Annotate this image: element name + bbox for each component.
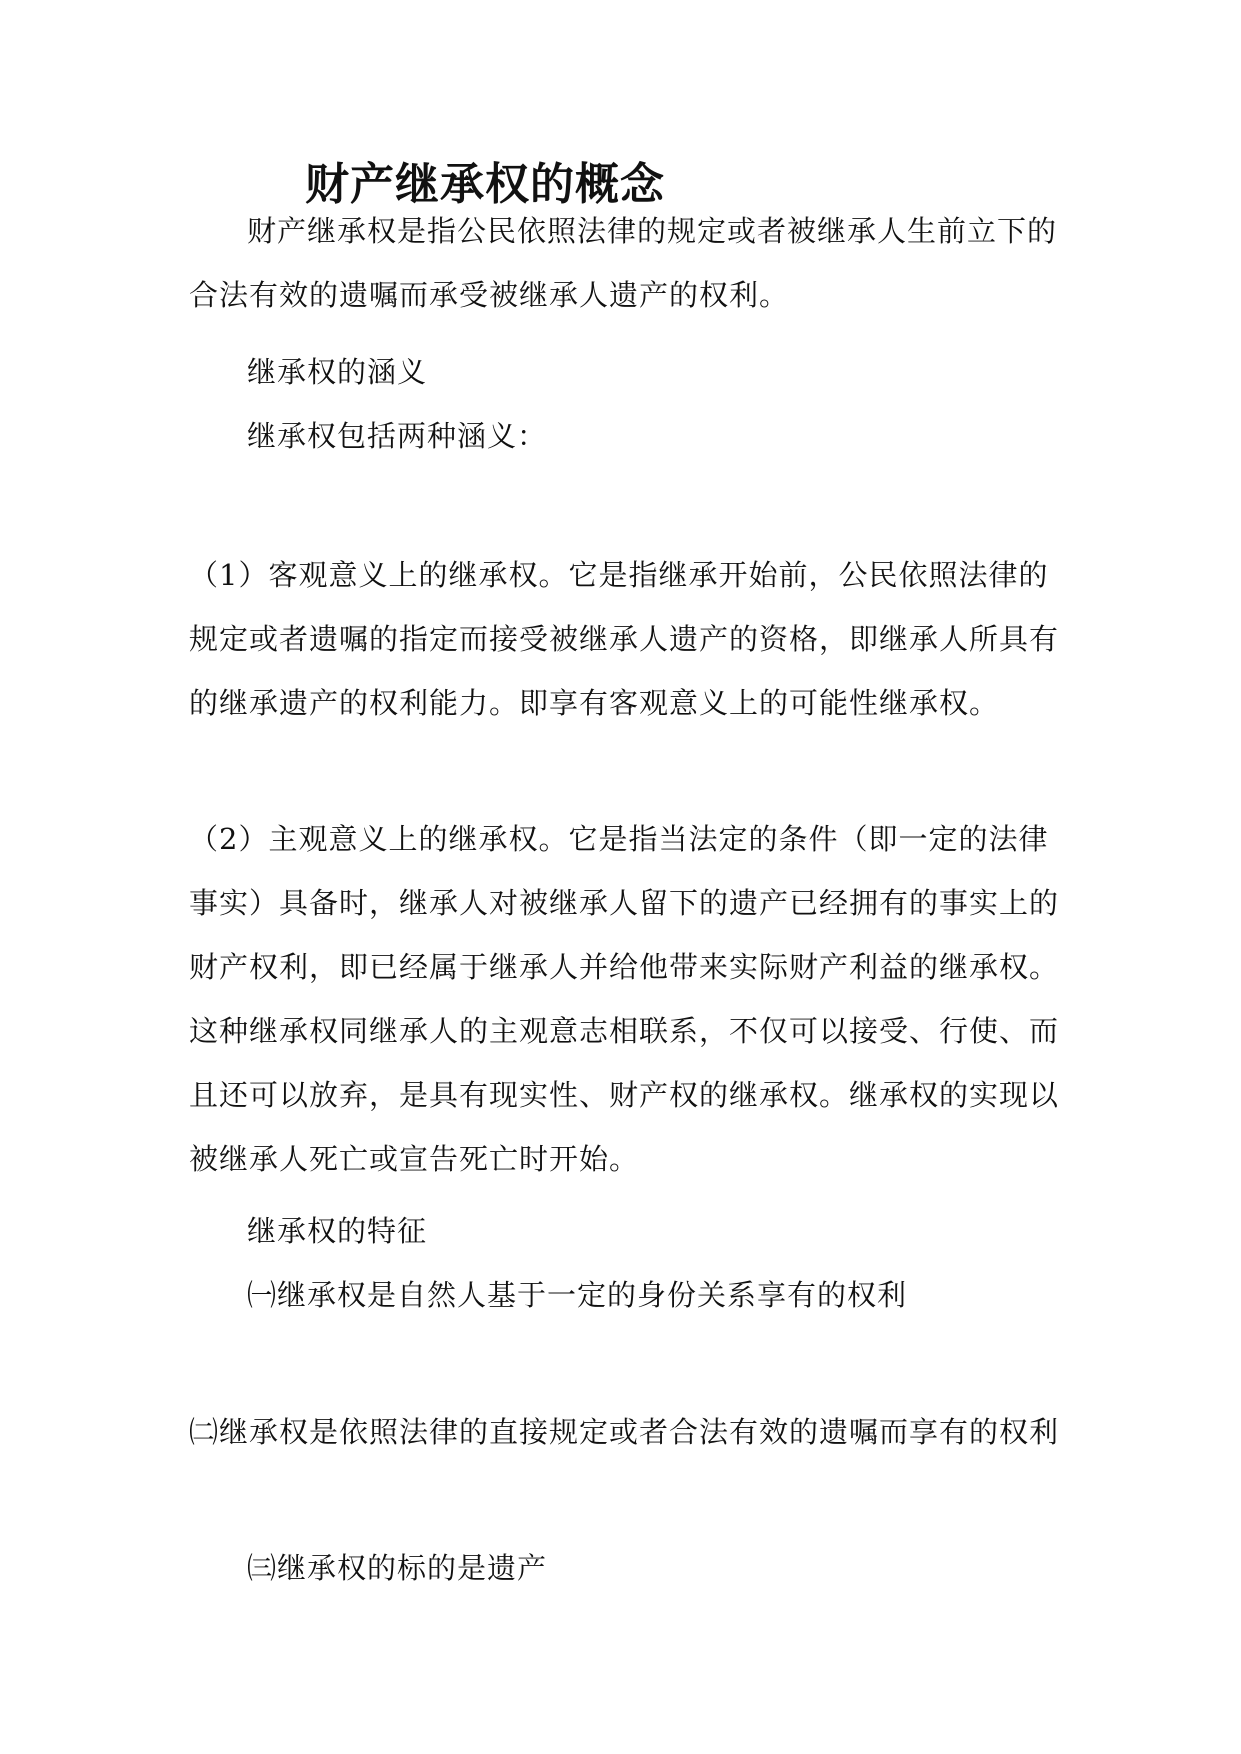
feature-item-3: ㈢继承权的标的是遗产 [247,1551,548,1585]
meaning-heading: 继承权的涵义 [247,355,428,389]
meaning-item-1: （1）客观意义上的继承权。它是指继承开始前，公民依照法律的规定或者遗嘱的指定而接受被继承人遗产的资格，即继承人所具有的继承遗产的权利能力。即享有客观意义上的可能性继承权。 [189,558,1060,720]
features-heading: 继承权的特征 [247,1214,428,1248]
document-title: 财产继承权的概念 [305,159,665,210]
definition-paragraph: 财产继承权是指公民依照法律的规定或者被继承人生前立下的合法有效的遗嘱而承受被继承人遗产的权利。 [189,214,1058,312]
feature-item-1: ㈠继承权是自然人基于一定的身份关系享有的权利 [247,1278,908,1312]
meaning-item-2: （2）主观意义上的继承权。它是指当法定的条件（即一定的法律事实）具备时，继承人对被继承人留下的遗产已经拥有的事实上的财产权利，即已经属于继承人并给他带来实际财产利益的继承权。这种继承权同继承人的主观意志相联系，不仅可以接受、行使、而且还可以放弃，是具有现实性、财产权的继承权。继承权的实现以被继承人死亡或宣告死亡时开始。 [189,822,1060,1176]
feature-item-2: ㈡继承权是依照法律的直接规定或者合法有效的遗嘱而享有的权利 [189,1415,1060,1449]
meaning-intro: 继承权包括两种涵义： [247,419,548,453]
